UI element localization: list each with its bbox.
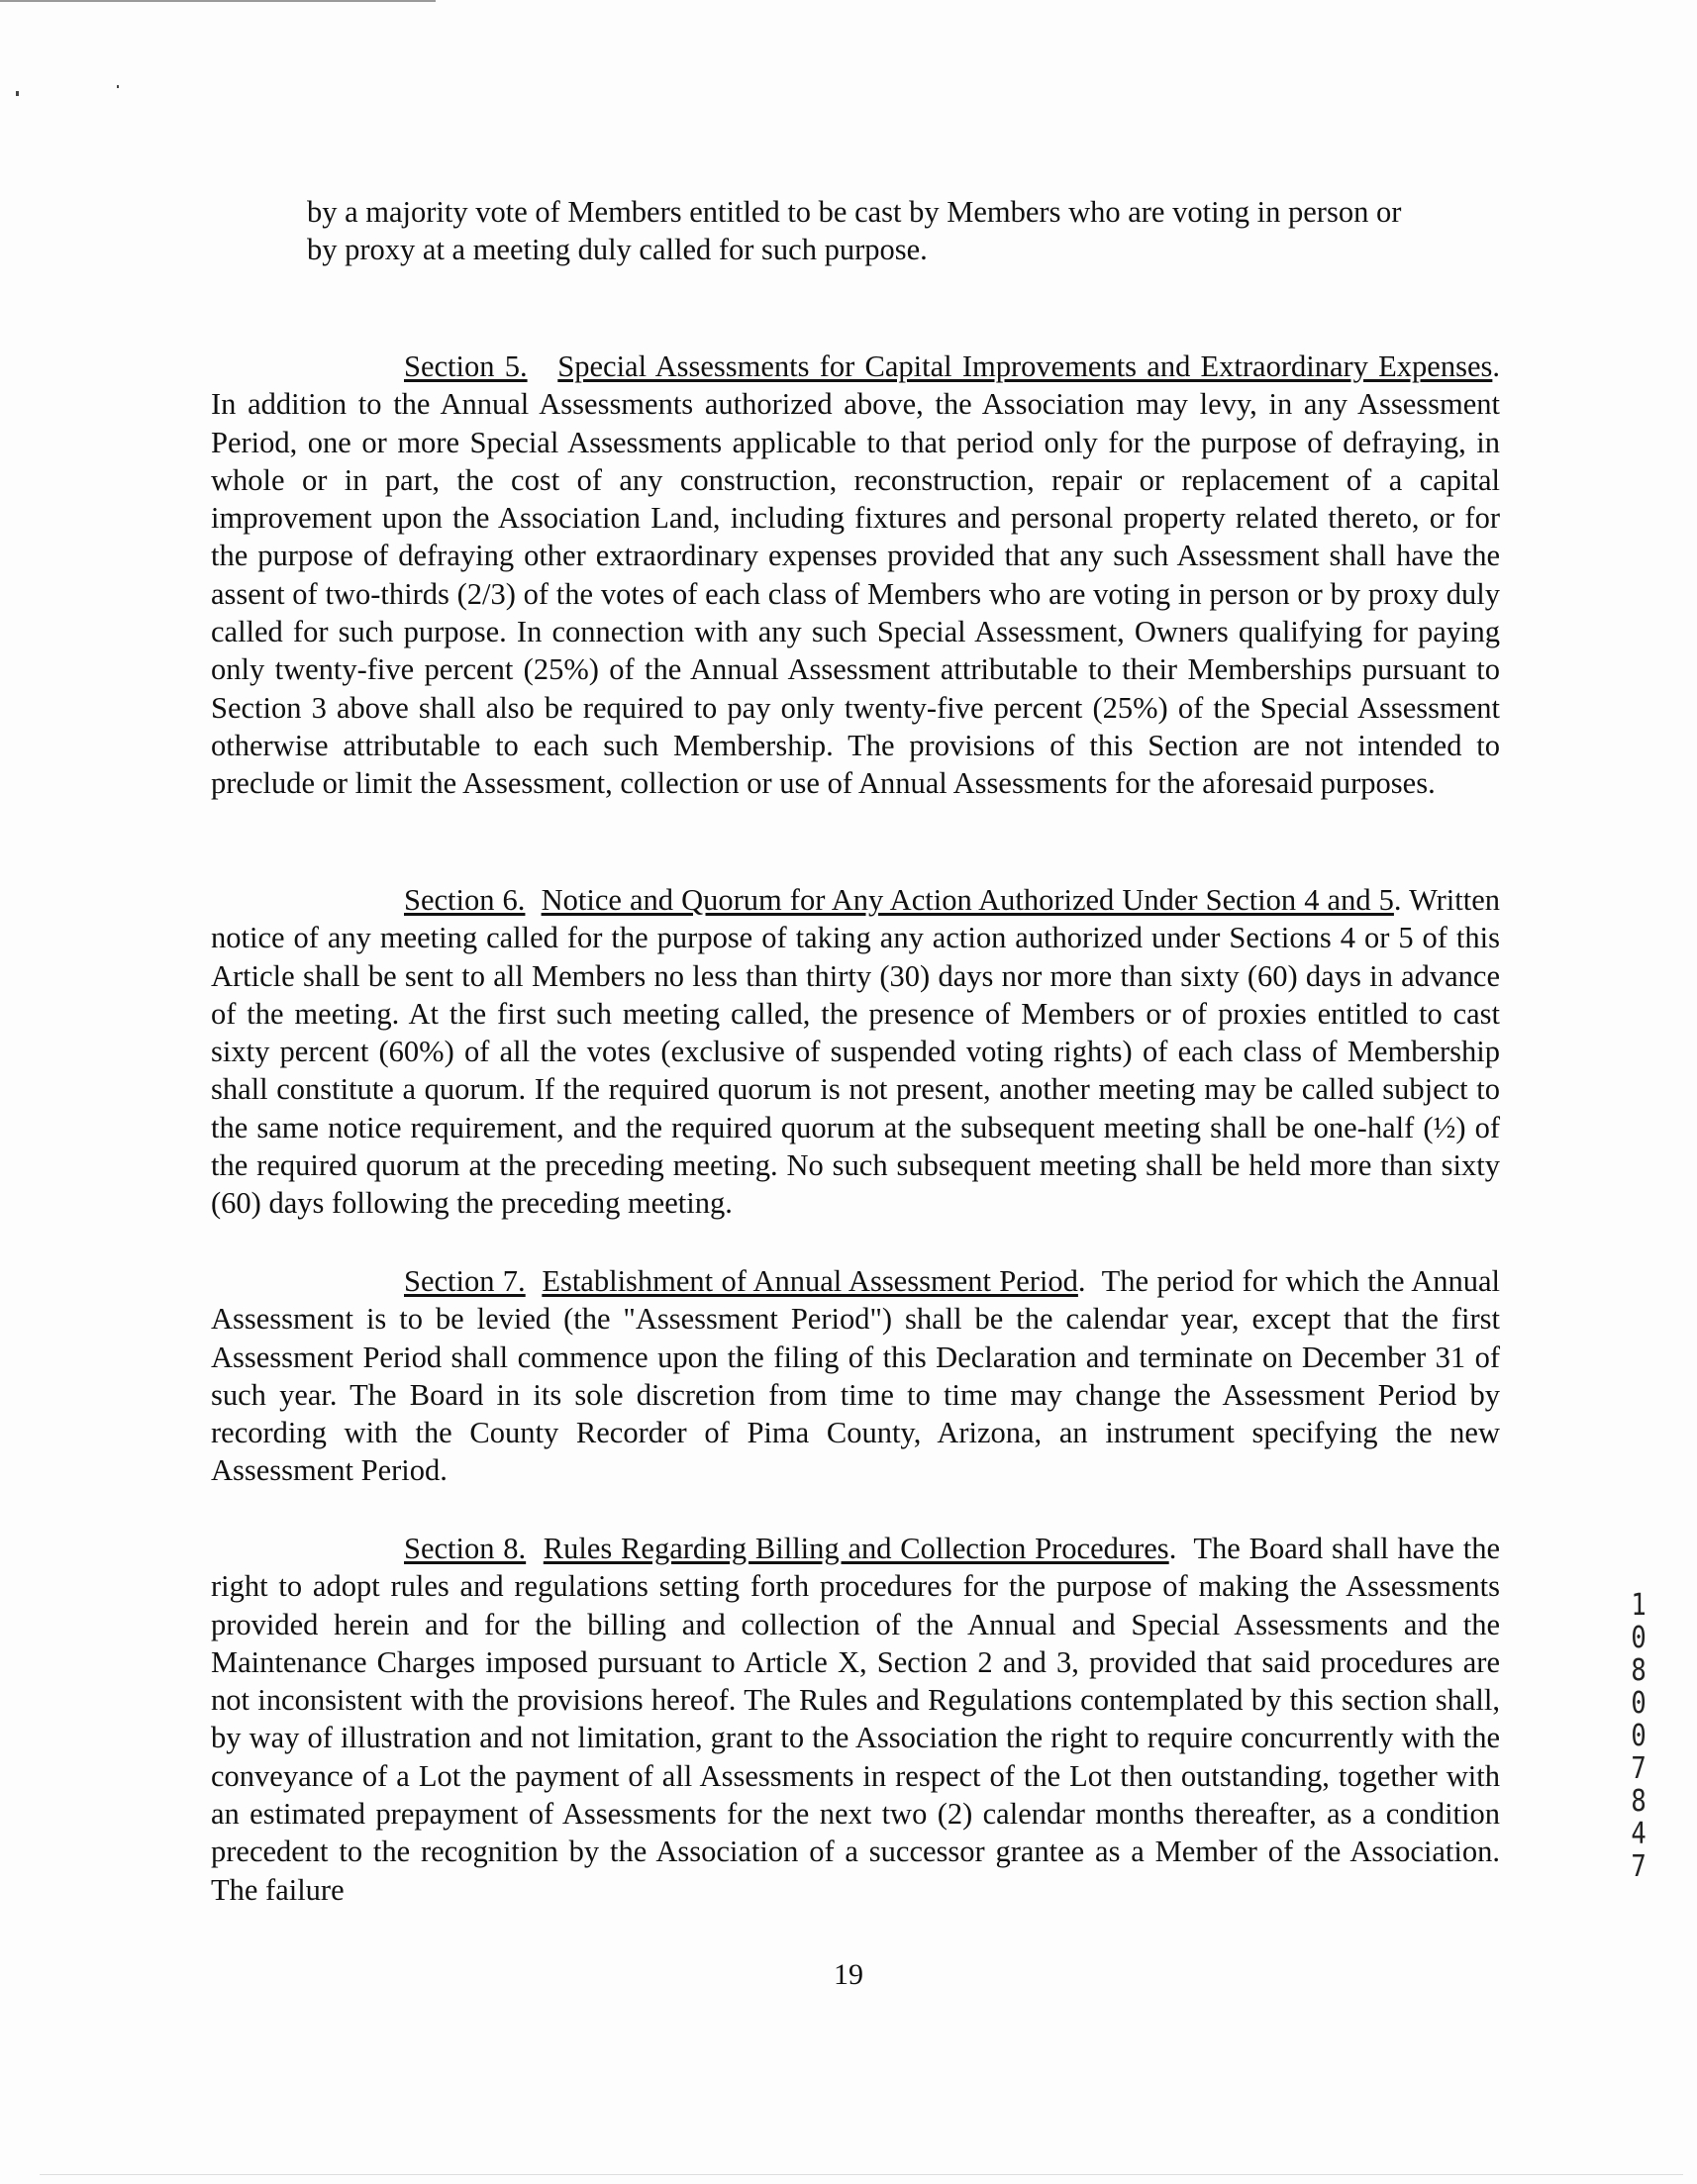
section-5-paragraph: Section 5. Special Assessments for Capital Improvements and Extraordinary Expenses. In addition to the Annual Assessments authorized above, the Association may levy, in any Assessment Period, one or more Special Assessments applicable to that period only for the purpose of defraying, in whole or in part, the cost of any construction, reconstruction, repair or replacement of a capital improvement upon the Association Land, including fixtures and personal property related thereto, or for the purpose of defraying other extraordinary expenses provided that any such Assessment shall have the assent of two-thirds (2/3) of the votes of each class of Members who are voting in person or by proxy duly called for such purpose. In connection with any such Special Assessment, Owners qualifying for paying only twenty-five percent (25%) of the Annual Assessment attributable to their Memberships pursuant to Section 3 above shall also be required to pay only twenty-five percent (25%) of the Special Assessment otherwise attributable to each such Membership. The provisions of this Section are not intended to preclude or limit the Assessment, collection or use of Annual Assessments for the aforesaid purposes. xyxy=(211,349,1500,801)
section-5-body: In addition to the Annual Assessments authorized above, the Association may levy, in any Assessment Period, one or more Special Assessments applicable to that period only for the purpose of defraying, in whole or in part, the cost of any construction, reconstruction, repair or replacement of a capital improvement upon the Association Land, including fixtures and personal property related thereto, or for the purpose of defraying other extraordinary expenses provided that any such Assessment shall have the assent of two-thirds (2/3) of the votes of each class of Members who are voting in person or by proxy duly called for such purpose. In connection with any such Special Assessment, Owners qualifying for paying only twenty-five percent (25%) of the Annual Assessment attributable to their Memberships pursuant to Section 3 above shall also be required to pay only twenty-five percent (25%) of the Special Assessment otherwise attributable to each such Membership. The provisions of this Section are not intended to preclude or limit the Assessment, collection or use of Annual Assessments for the aforesaid purposes. xyxy=(211,387,1500,801)
section-6-label: Section 6. xyxy=(404,883,526,917)
section-8-label: Section 8. xyxy=(404,1532,527,1565)
page-number: 19 xyxy=(834,1958,863,1991)
scan-edge-top xyxy=(0,0,436,2)
intro-paragraph: by a majority vote of Members entitled to be cast by Members who are voting in person or by proxy at a meeting duly called for such purpose. xyxy=(307,195,1402,267)
section-8-heading: Rules Regarding Billing and Collection Procedures xyxy=(543,1532,1169,1565)
section-6-body: Written notice of any meeting called for the purpose of taking any action authorized under Sections 4 or 5 of this Article shall be sent to all Members no less than thirty (30) days nor more than sixty (60) days in advance of the meeting. At the first such meeting called, the presence of Members or of proxies entitled to cast sixty percent (60%) of all the votes (exclusive of suspended voting rights) of each class of Membership shall constitute a quorum. If the required quorum is not present, another meeting may be called subject to the same notice requirement, and the required quorum at the subsequent meeting shall be one-half (½) of the required quorum at the preceding meeting. No such subsequent meeting shall be held more than sixty (60) days following the preceding meeting. xyxy=(211,883,1500,1221)
section-7-body: The period for which the Annual Assessment is to be levied (the "Assessment Period") shall be the calendar year, except that the first Assessment Period shall commence upon the filing of this Declaration and terminate on December 31 of such year. The Board in its sole discretion from time to time may change the Assessment Period by recording with the County Recorder of Pima County, Arizona, an instrument specifying the new Assessment Period. xyxy=(211,1264,1500,1488)
section-8-paragraph: Section 8. Rules Regarding Billing and Collection Procedures. The Board shall have the right to adopt rules and regulations setting forth procedures for the purpose of making the Assessments provided herein and for the billing and collection of the Annual and Special Assessments and the Maintenance Charges imposed pursuant to Article X, Section 2 and 3, provided that said procedures are not inconsistent with the provisions hereof. The Rules and Regulations contemplated by this section shall, by way of illustration and not limitation, grant to the Association the right to require concurrently with the conveyance of a Lot the payment of all Assessments in respect of the Lot then outstanding, together with an estimated prepayment of Assessments for the next two (2) calendar months thereafter, as a condition precedent to the recognition by the Association of a successor grantee as a Member of the Association. The failure xyxy=(211,1532,1500,1907)
section-7-heading: Establishment of Annual Assessment Period xyxy=(542,1264,1078,1298)
scan-edge-bottom xyxy=(40,2174,1683,2175)
section-6-paragraph: Section 6. Notice and Quorum for Any Action Authorized Under Section 4 and 5. Written notice of any meeting called for the purpose of taking any action authorized under Sections 4 or 5 of this Article shall be sent to all Members no less than thirty (30) days nor more than sixty (60) days in advance of the meeting. At the first such meeting called, the presence of Members or of proxies entitled to cast sixty percent (60%) of all the votes (exclusive of suspended voting rights) of each class of Membership shall constitute a quorum. If the required quorum is not present, another meeting may be called subject to the same notice requirement, and the required quorum at the subsequent meeting shall be one-half (½) of the required quorum at the preceding meeting. No such subsequent meeting shall be held more than sixty (60) days following the preceding meeting. xyxy=(211,883,1500,1221)
scan-speck xyxy=(16,91,19,96)
section-7-paragraph: Section 7. Establishment of Annual Assessment Period. The period for which the Annual Assessment is to be levied (the "Assessment Period") shall be the calendar year, except that the first Assessment Period shall commence upon the filing of this Declaration and terminate on December 31 of such year. The Board in its sole discretion from time to time may change the Assessment Period by recording with the County Recorder of Pima County, Arizona, an instrument specifying the new Assessment Period. xyxy=(211,1264,1500,1488)
section-6-heading: Notice and Quorum for Any Action Authorized Under Section 4 and 5 xyxy=(541,883,1394,917)
section-7-label: Section 7. xyxy=(404,1264,526,1298)
section-5-heading: Special Assessments for Capital Improvements and Extraordinary Expenses xyxy=(557,349,1493,383)
scan-speck xyxy=(117,85,119,88)
section-5-label: Section 5. xyxy=(404,349,528,383)
recording-stamp: 10800 7847 xyxy=(1631,1588,1647,1884)
section-8-body: The Board shall have the right to adopt rules and regulations setting forth procedures for the purpose of making the Assessments provided herein and for the billing and collection of the Annual and Special Assessments and the Maintenance Charges imposed pursuant to Article X, Section 2 and 3, provided that said procedures are not inconsistent with the provisions hereof. The Rules and Regulations contemplated by this section shall, by way of illustration and not limitation, grant to the Association the right to require concurrently with the conveyance of a Lot the payment of all Assessments in respect of the Lot then outstanding, together with an estimated prepayment of Assessments for the next two (2) calendar months thereafter, as a condition precedent to the recognition by the Association of a successor grantee as a Member of the Association. The failure xyxy=(211,1532,1500,1907)
